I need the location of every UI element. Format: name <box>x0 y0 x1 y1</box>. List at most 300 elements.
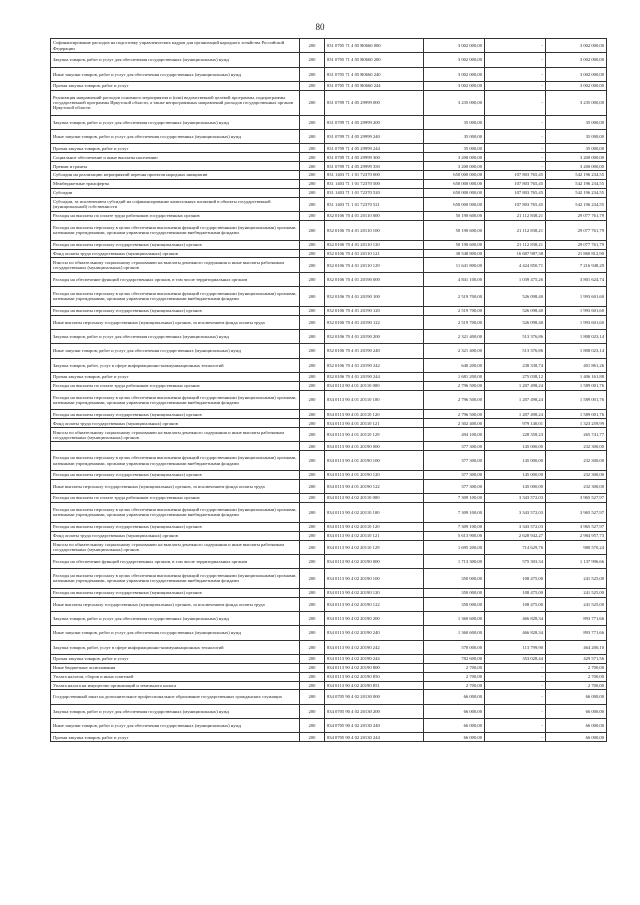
row-line-code: 200 <box>300 249 325 258</box>
row-description: Премии и гранты <box>51 162 300 171</box>
row-approved-amount: 2 700,00 <box>424 681 485 690</box>
table-row <box>51 690 607 704</box>
row-description: Закупка товаров, работ и услуг для обеспечения государственных (муниципальных) нужд <box>51 53 300 67</box>
row-approved-amount: 3 002 000,00 <box>424 67 485 81</box>
table-row <box>51 410 607 419</box>
table-row <box>51 640 607 654</box>
row-remaining-amount: 3 002 000,00 <box>546 39 607 53</box>
row-remaining-amount: 893 771,66 <box>546 611 607 625</box>
row-description: Фонд оплаты труда государственных (муниципальных) органов <box>51 531 300 540</box>
row-description: Субсидии на реализацию мероприятий перечня проектов народных инициатив <box>51 171 300 180</box>
row-remaining-amount: 893 771,66 <box>546 626 607 640</box>
row-remaining-amount: 429 571,56 <box>546 654 607 663</box>
row-description: Взносы по обязательному социальному страхованию на выплаты денежного содержания и иные выплаты работникам государственных (муниципальных) органов <box>51 540 300 554</box>
row-remaining-amount: 1 137 996,66 <box>546 554 607 568</box>
row-line-code: 200 <box>300 654 325 663</box>
row-remaining-amount: 3 801 624,74 <box>546 272 607 286</box>
row-remaining-amount: 2 984 957,73 <box>546 531 607 540</box>
row-budget-classification-code: 834 0113 90 4 02 20110 100 <box>325 503 424 523</box>
row-budget-classification-code: 834 0113 90 4 02 20110 129 <box>325 540 424 554</box>
row-executed-amount: - <box>485 90 546 115</box>
row-approved-amount: 2 700,00 <box>424 663 485 672</box>
row-approved-amount: 1 360 600,00 <box>424 611 485 625</box>
row-budget-classification-code: 832 0106 70 4 01 20110 129 <box>325 258 424 272</box>
table-row <box>51 554 607 568</box>
row-line-code: 200 <box>300 197 325 211</box>
row-remaining-amount: 232 300,00 <box>546 479 607 493</box>
table-row <box>51 654 607 663</box>
row-budget-classification-code: 834 0113 90 4 02 20190 122 <box>325 597 424 611</box>
row-budget-classification-code: 831 1403 71 1 01 72370 521 <box>325 197 424 211</box>
row-line-code: 200 <box>300 153 325 162</box>
row-budget-classification-code: 831 1403 71 1 01 72370 520 <box>325 188 424 197</box>
row-line-code: 200 <box>300 188 325 197</box>
row-remaining-amount: 232 300,00 <box>546 470 607 479</box>
row-remaining-amount: 241 525,00 <box>546 588 607 597</box>
row-description: Закупка товаров, работ и услуг для обеспечения государственных (муниципальных) нужд <box>51 704 300 718</box>
row-executed-amount: 526 098,40 <box>485 287 546 307</box>
table-row <box>51 733 607 742</box>
row-budget-classification-code: 832 0106 70 4 01 20190 244 <box>325 372 424 381</box>
row-remaining-amount: 464 200,10 <box>546 640 607 654</box>
row-approved-amount: 494 100,00 <box>424 428 485 442</box>
row-line-code: 200 <box>300 258 325 272</box>
row-description: Иные закупки товаров, работ и услуг для обеспечения государственных (муниципальных) нужд <box>51 67 300 81</box>
row-description: Взносы по обязательному социальному страхованию на выплаты денежного содержания и иные выплаты работникам государственных (муниципальных) органов <box>51 258 300 272</box>
row-line-code: 200 <box>300 470 325 479</box>
row-executed-amount: - <box>485 733 546 742</box>
row-line-code: 200 <box>300 115 325 129</box>
row-description: Закупка товаров, работ и услуг для обеспечения государственных (муниципальных) нужд <box>51 611 300 625</box>
row-approved-amount: 2 700,00 <box>424 672 485 681</box>
table-row <box>51 494 607 503</box>
row-line-code: 200 <box>300 428 325 442</box>
row-line-code: 200 <box>300 162 325 171</box>
row-line-code: 200 <box>300 611 325 625</box>
row-executed-amount: - <box>485 704 546 718</box>
row-line-code: 200 <box>300 704 325 718</box>
row-description: Расходы на выплаты персоналу государственных (муниципальных) органов <box>51 470 300 479</box>
table-row <box>51 81 607 90</box>
row-approved-amount: 7 309 100,00 <box>424 522 485 531</box>
table-row <box>51 153 607 162</box>
table-row <box>51 115 607 129</box>
table-row <box>51 315 607 329</box>
row-line-code: 200 <box>300 540 325 554</box>
row-approved-amount: 782 600,00 <box>424 654 485 663</box>
row-budget-classification-code: 831 0705 71 4 05 R0660 000 <box>325 39 424 53</box>
row-remaining-amount: 980 570,24 <box>546 540 607 554</box>
row-budget-classification-code: 831 0709 71 4 05 29999 200 <box>325 115 424 129</box>
row-executed-amount: 2 628 942,27 <box>485 531 546 540</box>
row-remaining-amount: 66 000,00 <box>546 690 607 704</box>
row-budget-classification-code: 834 0113 90 4 01 20190 100 <box>325 451 424 471</box>
row-line-code: 200 <box>300 287 325 307</box>
row-remaining-amount: 3 002 000,00 <box>546 67 607 81</box>
row-remaining-amount: 66 000,00 <box>546 704 607 718</box>
row-executed-amount: - <box>485 162 546 171</box>
row-approved-amount: 650 000 000,00 <box>424 188 485 197</box>
row-description: Уплата налога на имущество организаций и земельного налога <box>51 681 300 690</box>
row-approved-amount: 2 796 500,00 <box>424 390 485 410</box>
row-remaining-amount: 542 196 234,55 <box>546 188 607 197</box>
row-remaining-amount: 232 300,00 <box>546 451 607 471</box>
row-remaining-amount: 3 002 000,00 <box>546 81 607 90</box>
row-line-code: 200 <box>300 719 325 733</box>
row-approved-amount: 3 235 000,00 <box>424 90 485 115</box>
row-line-code: 200 <box>300 372 325 381</box>
row-approved-amount: 2 321 400,00 <box>424 329 485 343</box>
row-line-code: 200 <box>300 479 325 493</box>
row-approved-amount: 377 300,00 <box>424 479 485 493</box>
row-budget-classification-code: 832 0106 70 4 01 20190 100 <box>325 287 424 307</box>
row-description: Иные закупки товаров, работ и услуг для обеспечения государственных (муниципальных) нужд <box>51 719 300 733</box>
row-remaining-amount: 1 993 601,60 <box>546 306 607 315</box>
row-executed-amount: 145 000,00 <box>485 451 546 471</box>
row-remaining-amount: 1 993 601,60 <box>546 287 607 307</box>
row-budget-classification-code: 834 0113 90 4 02 20110 120 <box>325 522 424 531</box>
row-remaining-amount: 21 860 812,90 <box>546 249 607 258</box>
table-row <box>51 188 607 197</box>
table-row <box>51 197 607 211</box>
row-line-code: 200 <box>300 640 325 654</box>
row-budget-classification-code: 834 0705 90 4 02 20130 200 <box>325 704 424 718</box>
row-executed-amount: 145 000,00 <box>485 470 546 479</box>
row-approved-amount: 4 841 100,00 <box>424 272 485 286</box>
row-approved-amount: 50 190 600,00 <box>424 212 485 221</box>
row-approved-amount: 66 000,00 <box>424 690 485 704</box>
row-approved-amount: 66 000,00 <box>424 733 485 742</box>
row-line-code: 200 <box>300 171 325 180</box>
row-budget-classification-code: 834 0113 90 4 02 20190 120 <box>325 588 424 597</box>
row-line-code: 200 <box>300 358 325 372</box>
table-row <box>51 130 607 144</box>
row-description: Межбюджетные трансферты <box>51 180 300 189</box>
row-approved-amount: 350 000,00 <box>424 588 485 597</box>
row-description: Иные закупки товаров, работ и услуг для обеспечения государственных (муниципальных) нужд <box>51 344 300 358</box>
row-executed-amount: 4 424 850,71 <box>485 258 546 272</box>
row-remaining-amount: 35 000,00 <box>546 144 607 153</box>
row-executed-amount: - <box>485 672 546 681</box>
row-description: Расходы на обеспечение функций государственных органов, в том числе территориальных органов <box>51 554 300 568</box>
table-row <box>51 306 607 315</box>
row-approved-amount: 66 000,00 <box>424 704 485 718</box>
row-executed-amount: 21 112 838,21 <box>485 212 546 221</box>
row-description: Расходы на выплаты персоналу в целях обеспечения выполнения функций государственными (муниципальными) органами, казенными учреждениями, органами управления государственными внебюджетными фондами <box>51 451 300 471</box>
row-budget-classification-code: 831 0709 71 4 05 29999 240 <box>325 130 424 144</box>
row-approved-amount: 2 519 700,00 <box>424 315 485 329</box>
row-remaining-amount: 2 700,00 <box>546 672 607 681</box>
row-budget-classification-code: 834 0113 90 4 02 20190 244 <box>325 654 424 663</box>
row-remaining-amount: 2 700,00 <box>546 663 607 672</box>
row-description: Расходы на выплаты по оплате труда работников государственных органов <box>51 212 300 221</box>
row-line-code: 200 <box>300 240 325 249</box>
row-description: Иные закупки товаров, работ и услуг для обеспечения государственных (муниципальных) нужд <box>51 626 300 640</box>
row-remaining-amount: 3 200 000,00 <box>546 153 607 162</box>
row-line-code: 200 <box>300 494 325 503</box>
row-description: Расходы на обеспечение функций государственных органов, в том числе территориальных органов <box>51 272 300 286</box>
row-line-code: 200 <box>300 410 325 419</box>
row-budget-classification-code: 834 0113 90 4 01 20110 129 <box>325 428 424 442</box>
row-line-code: 200 <box>300 81 325 90</box>
table-row <box>51 569 607 589</box>
row-description: Иные закупки товаров, работ и услуг для обеспечения государственных (муниципальных) нужд <box>51 130 300 144</box>
row-description: Расходы на выплаты персоналу в целях обеспечения выполнения функций государственными (муниципальными) органами, казенными учреждениями, органами управления государственными внебюджетными фондами <box>51 221 300 241</box>
row-description: Прочая закупка товаров, работ и услуг <box>51 81 300 90</box>
row-remaining-amount: 3 200 000,00 <box>546 162 607 171</box>
row-budget-classification-code: 832 0106 70 4 01 20190 242 <box>325 358 424 372</box>
row-line-code: 200 <box>300 144 325 153</box>
row-line-code: 200 <box>300 212 325 221</box>
row-remaining-amount: 29 077 761,79 <box>546 212 607 221</box>
row-executed-amount: 108 475,00 <box>485 597 546 611</box>
table-row <box>51 258 607 272</box>
row-description: Прочая закупка товаров, работ и услуг <box>51 733 300 742</box>
row-budget-classification-code: 834 0113 90 4 02 20190 100 <box>325 569 424 589</box>
row-description: Государственный заказ на дополнительное профессиональное образование государственных гражданских служащих <box>51 690 300 704</box>
row-approved-amount: 35 000,00 <box>424 144 485 153</box>
row-approved-amount: 650 000 000,00 <box>424 197 485 211</box>
row-executed-amount: 575 303,34 <box>485 554 546 568</box>
row-remaining-amount: 241 525,00 <box>546 569 607 589</box>
row-line-code: 200 <box>300 531 325 540</box>
row-description: Расходы на выплаты персоналу государственных (муниципальных) органов <box>51 240 300 249</box>
row-description: Социальное обеспечение и иные выплаты населению <box>51 153 300 162</box>
row-executed-amount: - <box>485 719 546 733</box>
row-budget-classification-code: 834 0113 90 4 01 20190 000 <box>325 442 424 451</box>
row-approved-amount: 650 000 000,00 <box>424 171 485 180</box>
table-row <box>51 240 607 249</box>
row-budget-classification-code: 832 0106 70 4 01 20190 120 <box>325 306 424 315</box>
row-line-code: 200 <box>300 554 325 568</box>
table-row <box>51 419 607 428</box>
row-approved-amount: 2 796 500,00 <box>424 381 485 390</box>
table-row <box>51 180 607 189</box>
row-description: Расходы на выплаты персоналу государственных (муниципальных) органов <box>51 522 300 531</box>
row-remaining-amount: 66 000,00 <box>546 733 607 742</box>
row-budget-classification-code: 834 0113 90 4 01 20190 122 <box>325 479 424 493</box>
row-description: Прочая закупка товаров, работ и услуг <box>51 654 300 663</box>
row-executed-amount: 1 207 498,24 <box>485 390 546 410</box>
row-budget-classification-code: 834 0113 90 4 02 20190 000 <box>325 554 424 568</box>
row-executed-amount: - <box>485 67 546 81</box>
row-approved-amount: 11 641 800,00 <box>424 258 485 272</box>
table-row <box>51 344 607 358</box>
row-executed-amount: 1 207 498,24 <box>485 381 546 390</box>
row-executed-amount: 21 112 838,21 <box>485 221 546 241</box>
row-remaining-amount: 35 000,00 <box>546 130 607 144</box>
row-approved-amount: 3 200 000,00 <box>424 153 485 162</box>
table-row <box>51 479 607 493</box>
row-budget-classification-code: 834 0705 90 4 02 20130 240 <box>325 719 424 733</box>
row-remaining-amount: 1 808 023,14 <box>546 344 607 358</box>
row-line-code: 200 <box>300 315 325 329</box>
row-budget-classification-code: 834 0113 90 4 01 20190 120 <box>325 470 424 479</box>
row-description: Субсидии, за исключением субсидий на софинансирование капитальных вложений в объекты государственной (муниципальной) собственности <box>51 197 300 211</box>
row-budget-classification-code: 831 0709 71 4 05 29999 300 <box>325 153 424 162</box>
budget-execution-table <box>50 38 607 742</box>
row-remaining-amount: 542 196 234,55 <box>546 171 607 180</box>
row-approved-amount: 35 000,00 <box>424 115 485 129</box>
row-executed-amount: 107 803 765,45 <box>485 197 546 211</box>
table-body <box>51 39 607 742</box>
row-line-code: 200 <box>300 597 325 611</box>
row-line-code: 200 <box>300 503 325 523</box>
row-line-code: 200 <box>300 672 325 681</box>
row-executed-amount: 108 475,00 <box>485 569 546 589</box>
row-remaining-amount: 7 216 948,29 <box>546 258 607 272</box>
row-line-code: 200 <box>300 90 325 115</box>
row-line-code: 200 <box>300 53 325 67</box>
table-row <box>51 503 607 523</box>
row-remaining-amount: 3 965 527,97 <box>546 522 607 531</box>
table-row <box>51 597 607 611</box>
row-approved-amount: 377 300,00 <box>424 451 485 471</box>
row-remaining-amount: 1 323 259,99 <box>546 419 607 428</box>
row-budget-classification-code: 834 0113 90 4 01 20110 120 <box>325 410 424 419</box>
row-budget-classification-code: 832 0106 70 4 01 20190 240 <box>325 344 424 358</box>
table-row <box>51 704 607 718</box>
row-executed-amount: 526 098,40 <box>485 315 546 329</box>
row-executed-amount: 353 028,44 <box>485 654 546 663</box>
row-remaining-amount: 66 000,00 <box>546 719 607 733</box>
row-executed-amount: 466 828,34 <box>485 626 546 640</box>
row-description: Иные бюджетные ассигнования <box>51 663 300 672</box>
row-executed-amount: 113 799,90 <box>485 640 546 654</box>
row-executed-amount: 16 687 987,38 <box>485 249 546 258</box>
row-line-code: 200 <box>300 681 325 690</box>
row-description: Расходы на выплаты по оплате труда работников государственных органов <box>51 494 300 503</box>
row-executed-amount: 228 358,23 <box>485 428 546 442</box>
row-description: Расходы на выплаты персоналу государственных (муниципальных) органов <box>51 588 300 597</box>
row-budget-classification-code: 834 0113 90 4 02 20190 851 <box>325 681 424 690</box>
table-row <box>51 381 607 390</box>
table-row <box>51 451 607 471</box>
row-approved-amount: 3 200 000,00 <box>424 162 485 171</box>
table-row <box>51 171 607 180</box>
row-executed-amount: 714 629,76 <box>485 540 546 554</box>
row-description <box>51 442 300 451</box>
row-budget-classification-code: 832 0106 70 4 01 20190 000 <box>325 272 424 286</box>
row-description: Субсидии <box>51 188 300 197</box>
row-remaining-amount: 1 589 001,76 <box>546 390 607 410</box>
row-line-code: 200 <box>300 588 325 597</box>
row-executed-amount: 145 000,00 <box>485 479 546 493</box>
row-remaining-amount: 2 700,00 <box>546 681 607 690</box>
row-description: Расходы на выплаты персоналу в целях обеспечения выполнения функций государственными (муниципальными) органами, казенными учреждениями, органами управления государственными внебюджетными фондами <box>51 569 300 589</box>
row-line-code: 200 <box>300 130 325 144</box>
table-row <box>51 522 607 531</box>
row-budget-classification-code: 832 0106 70 4 01 20190 200 <box>325 329 424 343</box>
row-executed-amount: 3 343 572,03 <box>485 494 546 503</box>
row-description: Расходы на выплаты персоналу государственных (муниципальных) органов <box>51 410 300 419</box>
row-executed-amount: - <box>485 130 546 144</box>
row-line-code: 200 <box>300 344 325 358</box>
row-remaining-amount: 29 077 761,79 <box>546 221 607 241</box>
row-line-code: 200 <box>300 39 325 53</box>
row-executed-amount: 3 343 572,03 <box>485 503 546 523</box>
row-budget-classification-code: 834 0113 90 4 02 20190 242 <box>325 640 424 654</box>
table-row <box>51 67 607 81</box>
row-budget-classification-code: 834 0113 90 4 01 20110 000 <box>325 381 424 390</box>
row-line-code: 200 <box>300 451 325 471</box>
table-row <box>51 53 607 67</box>
row-approved-amount: 1 695 200,00 <box>424 540 485 554</box>
row-executed-amount: 275 038,12 <box>485 372 546 381</box>
table-row <box>51 162 607 171</box>
row-remaining-amount: 542 196 234,55 <box>546 180 607 189</box>
row-executed-amount: 107 803 765,45 <box>485 188 546 197</box>
row-approved-amount: 66 000,00 <box>424 719 485 733</box>
row-approved-amount: 377 300,00 <box>424 470 485 479</box>
table-row <box>51 221 607 241</box>
row-description: Иные выплаты персоналу государственных (муниципальных) органов, за исключением фонда оплаты труда <box>51 479 300 493</box>
table-row <box>51 358 607 372</box>
row-remaining-amount: 265 741,77 <box>546 428 607 442</box>
row-budget-classification-code: 831 0709 71 4 05 29999 000 <box>325 90 424 115</box>
row-executed-amount: - <box>485 53 546 67</box>
row-remaining-amount: 1 589 001,76 <box>546 381 607 390</box>
row-remaining-amount: 29 077 761,79 <box>546 240 607 249</box>
row-approved-amount: 3 002 000,00 <box>424 53 485 67</box>
row-approved-amount: 1 681 200,00 <box>424 372 485 381</box>
row-executed-amount: 108 475,00 <box>485 588 546 597</box>
row-executed-amount: - <box>485 144 546 153</box>
table-row <box>51 663 607 672</box>
row-budget-classification-code: 831 0705 71 4 05 R0660 200 <box>325 53 424 67</box>
row-description: Расходы на выплаты персоналу в целях обеспечения выполнения функций государственными (муниципальными) органами, казенными учреждениями, органами управления государственными внебюджетными фондами <box>51 390 300 410</box>
row-budget-classification-code: 832 0106 70 4 01 20110 000 <box>325 212 424 221</box>
row-executed-amount: - <box>485 115 546 129</box>
row-budget-classification-code: 834 0113 90 4 02 20110 121 <box>325 531 424 540</box>
row-executed-amount: 513 376,86 <box>485 344 546 358</box>
row-approved-amount: 350 000,00 <box>424 569 485 589</box>
row-budget-classification-code: 834 0113 90 4 02 20190 800 <box>325 663 424 672</box>
row-description: Расходы на выплаты персоналу государственных (муниципальных) органов <box>51 306 300 315</box>
row-executed-amount: - <box>485 663 546 672</box>
row-executed-amount: 145 000,00 <box>485 442 546 451</box>
row-remaining-amount: 3 965 527,97 <box>546 494 607 503</box>
row-executed-amount: 1 039 475,26 <box>485 272 546 286</box>
row-remaining-amount: 3 002 000,00 <box>546 53 607 67</box>
row-executed-amount: 979 140,01 <box>485 419 546 428</box>
row-budget-classification-code: 831 0709 71 4 05 29999 350 <box>325 162 424 171</box>
row-budget-classification-code: 834 0113 90 4 01 20110 121 <box>325 419 424 428</box>
table-row <box>51 442 607 451</box>
row-description: Взносы по обязательному социальному страхованию на выплаты денежного содержания и иные выплаты работникам государственных (муниципальных) органов <box>51 428 300 442</box>
row-executed-amount: 526 098,40 <box>485 306 546 315</box>
row-budget-classification-code: 832 0106 70 4 01 20110 120 <box>325 240 424 249</box>
row-executed-amount: 107 803 765,45 <box>485 171 546 180</box>
row-budget-classification-code: 832 0106 70 4 01 20110 121 <box>325 249 424 258</box>
row-executed-amount: 21 112 838,21 <box>485 240 546 249</box>
table-row <box>51 372 607 381</box>
row-approved-amount: 350 000,00 <box>424 597 485 611</box>
row-line-code: 200 <box>300 390 325 410</box>
row-description: Закупка товаров, работ, услуг в сфере информационно-коммуникационных технологий <box>51 358 300 372</box>
table-row <box>51 272 607 286</box>
row-approved-amount: 3 002 000,00 <box>424 39 485 53</box>
row-remaining-amount: 542 196 234,55 <box>546 197 607 211</box>
row-description: Фонд оплаты труда государственных (муниципальных) органов <box>51 249 300 258</box>
table-row <box>51 287 607 307</box>
row-budget-classification-code: 834 0113 90 4 02 20190 240 <box>325 626 424 640</box>
row-budget-classification-code: 831 1403 71 1 01 72370 000 <box>325 171 424 180</box>
row-executed-amount: - <box>485 81 546 90</box>
table-row <box>51 249 607 258</box>
row-approved-amount: 38 548 800,00 <box>424 249 485 258</box>
table-row <box>51 611 607 625</box>
